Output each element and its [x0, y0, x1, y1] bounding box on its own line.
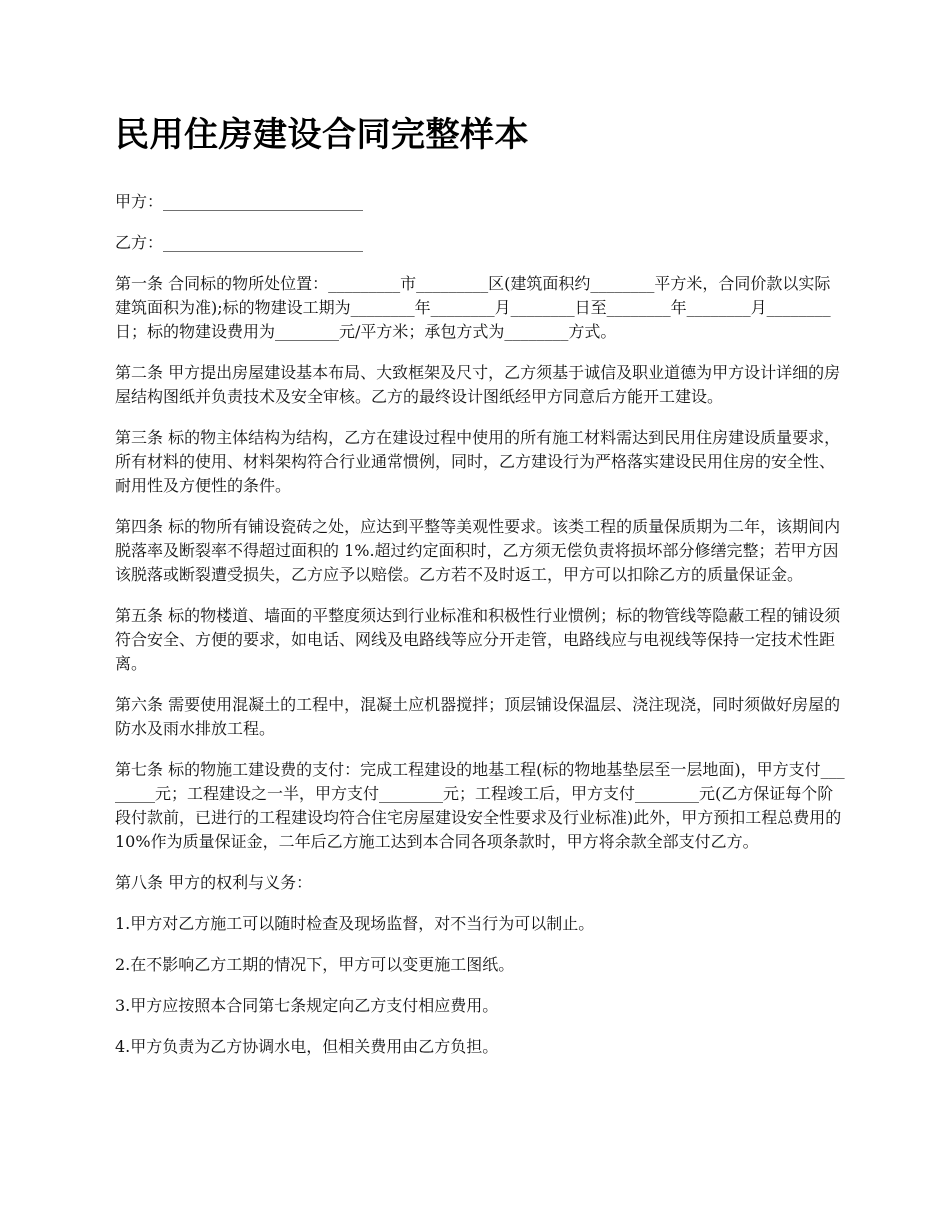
document-page: [115, 110, 845, 1076]
article-1: 第一条 合同标的物所处位置：_________市_________区(建筑面积约________平方米，合同价款以实际建筑面积为准);标的物建设工期为________年________月________日至________年________月________日；标的物建设费用为________元/平方米；承包方式为________方式。: [115, 274, 831, 341]
article-2: 第二条 甲方提出房屋建设基本布局、大致框架及尺寸，乙方须基于诚信及职业道德为甲方设计详细的房屋结构图纸并负责技术及安全审核。乙方的最终设计图纸经甲方同意后方能开工建设。: [115, 363, 841, 406]
article-5: 第五条 标的物楼道、墙面的平整度须达到行业标准和积极性行业惯例；标的物管线等隐蔽工程的铺设须符合安全、方便的要求，如电话、网线及电路线等应分开走管，电路线应与电视线等保持一定技术性距离。: [115, 606, 841, 673]
article-8-heading: 第八条 甲方的权利与义务：: [115, 873, 313, 892]
article-3: 第三条 标的物主体结构为结构，乙方在建设过程中使用的所有施工材料需达到民用住房建设质量要求，所有材料的使用、材料架构符合行业通常惯例，同时，乙方建设行为严格落实建设民用住房的安全性、耐用性及方便性的条件。: [115, 428, 841, 495]
party-b-line: 乙方：_________________________: [115, 233, 364, 252]
party-a-line: 甲方：_________________________: [115, 192, 364, 211]
article-8-item-3: 3.甲方应按照本合同第七条规定向乙方支付相应费用。: [115, 996, 499, 1015]
article-4: 第四条 标的物所有铺设瓷砖之处，应达到平整等美观性要求。该类工程的质量保质期为二年，该期间内脱落率及断裂率不得超过面积的 1%.超过约定面积时，乙方须无偿负责将损坏部分修缮完整；若甲方因该脱落或断裂遭受损失，乙方应予以赔偿。乙方若不及时返工，甲方可以扣除乙方的质量保证金。: [115, 517, 841, 584]
article-8-item-1: 1.甲方对乙方施工可以随时检查及现场监督，对不当行为可以制止。: [115, 914, 595, 933]
article-6: 第六条 需要使用混凝土的工程中，混凝土应机器搅拌；顶层铺设保温层、浇注现浇，同时须做好房屋的防水及雨水排放工程。: [115, 695, 841, 738]
document-title: 民用住房建设合同完整样本: [115, 115, 529, 155]
article-7: 第七条 标的物施工建设费的支付：完成工程建设的地基工程(标的物地基垫层至一层地面)，甲方支付________元；工程建设之一半，甲方支付________元；工程竣工后，甲方支付________元(乙方保证每个阶段付款前，已进行的工程建设均符合住宅房屋建设安全性要求及行业标准)此外，甲方预扣工程总费用的 10%作为质量保证金，二年后乙方施工达到本合同各项条款时，甲方将余款全部支付乙方。: [115, 760, 845, 851]
article-8-item-4: 4.甲方负责为乙方协调水电，但相关费用由乙方负担。: [115, 1037, 499, 1056]
article-8-item-2: 2.在不影响乙方工期的情况下，甲方可以变更施工图纸。: [115, 955, 515, 974]
